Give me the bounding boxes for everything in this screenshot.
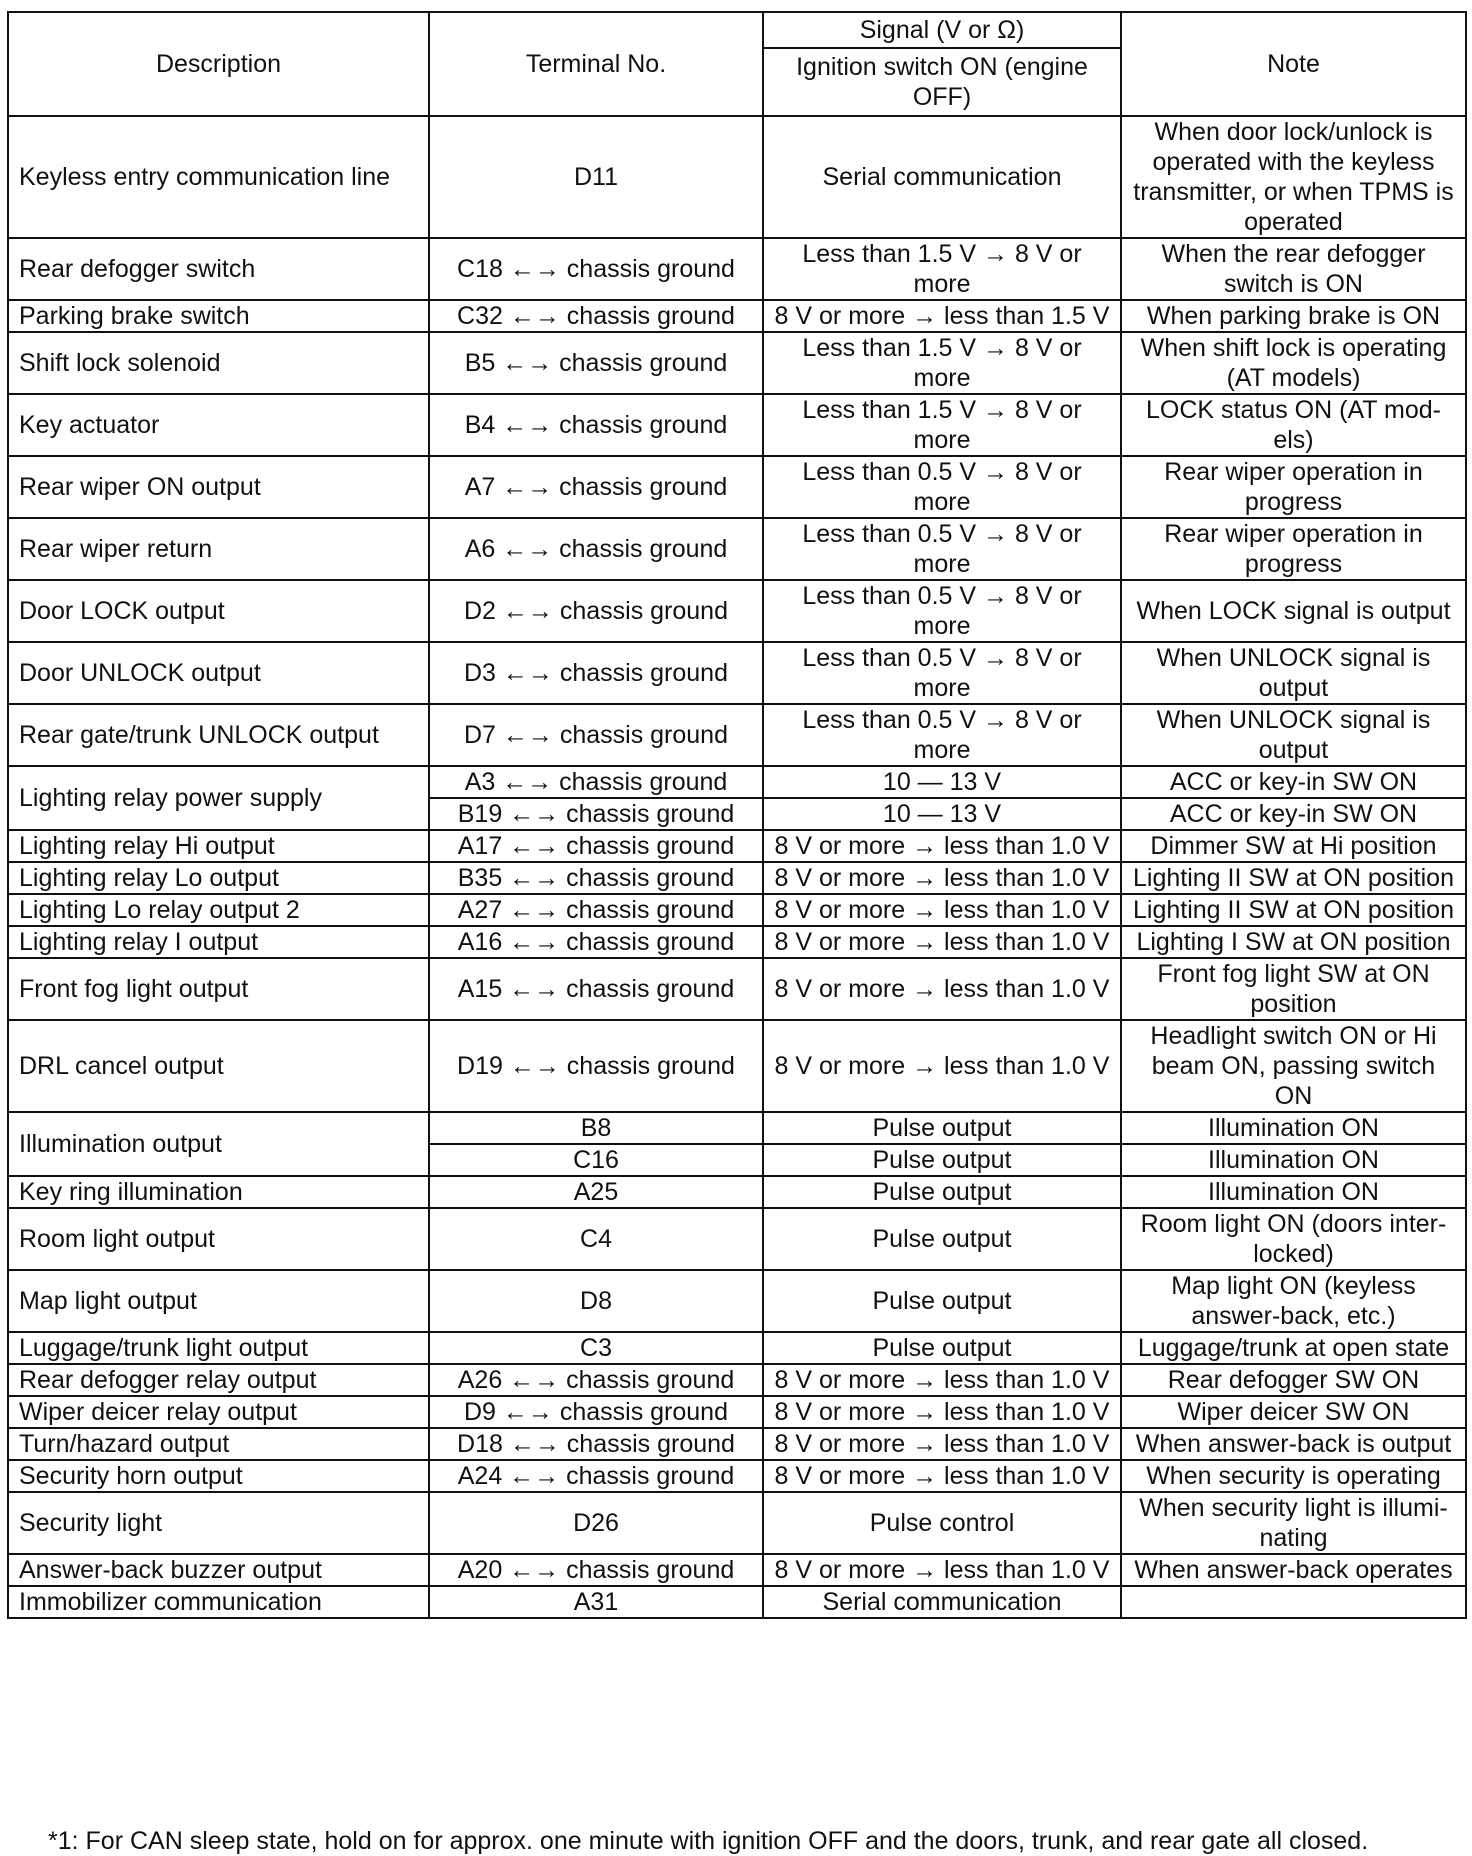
header-note: Note <box>1121 12 1466 116</box>
description-cell: Door UNLOCK output <box>8 642 429 704</box>
terminal-cell: D11 <box>429 116 763 238</box>
signal-cell: Less than 1.5 V → 8 V or more <box>763 238 1121 300</box>
description-cell: Room light output <box>8 1208 429 1270</box>
terminal-cell: A16 ←→ chassis ground <box>429 926 763 958</box>
note-cell: Wiper deicer SW ON <box>1121 1396 1466 1428</box>
terminal-cell: A15 ←→ chassis ground <box>429 958 763 1020</box>
terminal-cell: B8 <box>429 1112 763 1144</box>
description-cell: Immobilizer communication <box>8 1586 429 1618</box>
terminal-cell: A26 ←→ chassis ground <box>429 1364 763 1396</box>
description-cell: Shift lock solenoid <box>8 332 429 394</box>
table-body <box>8 116 1466 1618</box>
table-row <box>8 1396 1466 1428</box>
terminal-cell: D26 <box>429 1492 763 1554</box>
terminal-cell: A31 <box>429 1586 763 1618</box>
description-cell: Lighting relay power supply <box>8 766 429 830</box>
table-row <box>8 1492 1466 1554</box>
note-cell: When security light is illumi-nating <box>1121 1492 1466 1554</box>
table-row <box>8 116 1466 238</box>
signal-cell: Less than 1.5 V → 8 V or more <box>763 332 1121 394</box>
terminal-cell: D19 ←→ chassis ground <box>429 1020 763 1112</box>
terminal-cell: B19 ←→ chassis ground <box>429 798 763 830</box>
table-row <box>8 394 1466 456</box>
note-cell: When parking brake is ON <box>1121 300 1466 332</box>
table-row <box>8 926 1466 958</box>
note-cell: Dimmer SW at Hi position <box>1121 830 1466 862</box>
header-description: Description <box>8 12 429 116</box>
description-cell: Front fog light output <box>8 958 429 1020</box>
description-cell: Rear defogger relay output <box>8 1364 429 1396</box>
signal-cell: 8 V or more → less than 1.5 V <box>763 300 1121 332</box>
description-cell: Answer-back buzzer output <box>8 1554 429 1586</box>
signal-cell: Less than 0.5 V → 8 V or more <box>763 642 1121 704</box>
signal-cell: Pulse output <box>763 1176 1121 1208</box>
terminal-cell: B5 ←→ chassis ground <box>429 332 763 394</box>
terminal-spec-table <box>7 11 1467 1619</box>
note-cell: Room light ON (doors inter-locked) <box>1121 1208 1466 1270</box>
signal-cell: Pulse output <box>763 1144 1121 1176</box>
signal-cell: Pulse output <box>763 1112 1121 1144</box>
footnote: *1: For CAN sleep state, hold on for approx. one minute with ignition OFF and the doors, trunk, and rear gate all closed. <box>48 1827 1369 1855</box>
description-cell: Turn/hazard output <box>8 1428 429 1460</box>
table-row <box>8 580 1466 642</box>
description-cell: Lighting relay Lo output <box>8 862 429 894</box>
description-cell: Map light output <box>8 1270 429 1332</box>
signal-cell: Less than 0.5 V → 8 V or more <box>763 704 1121 766</box>
terminal-cell: A3 ←→ chassis ground <box>429 766 763 798</box>
terminal-cell: D18 ←→ chassis ground <box>429 1428 763 1460</box>
terminal-cell: D7 ←→ chassis ground <box>429 704 763 766</box>
note-cell: When LOCK signal is output <box>1121 580 1466 642</box>
terminal-cell: A7 ←→ chassis ground <box>429 456 763 518</box>
table-row <box>8 1176 1466 1208</box>
signal-cell: Pulse control <box>763 1492 1121 1554</box>
signal-cell: 8 V or more → less than 1.0 V <box>763 1428 1121 1460</box>
terminal-cell: C32 ←→ chassis ground <box>429 300 763 332</box>
signal-cell: 8 V or more → less than 1.0 V <box>763 862 1121 894</box>
description-cell: Security light <box>8 1492 429 1554</box>
signal-cell: Less than 1.5 V → 8 V or more <box>763 394 1121 456</box>
signal-cell: 8 V or more → less than 1.0 V <box>763 830 1121 862</box>
description-cell: Key ring illumination <box>8 1176 429 1208</box>
description-cell: Lighting relay I output <box>8 926 429 958</box>
signal-cell: Less than 0.5 V → 8 V or more <box>763 518 1121 580</box>
signal-cell: Less than 0.5 V → 8 V or more <box>763 456 1121 518</box>
header-signal-sub: Ignition switch ON (engine OFF) <box>763 48 1121 116</box>
terminal-cell: A20 ←→ chassis ground <box>429 1554 763 1586</box>
table-row <box>8 1586 1466 1618</box>
note-cell: Luggage/trunk at open state <box>1121 1332 1466 1364</box>
table-row <box>8 1112 1466 1144</box>
table-row <box>8 238 1466 300</box>
signal-cell: 8 V or more → less than 1.0 V <box>763 926 1121 958</box>
note-cell: When door lock/unlock is operated with the keyless transmitter, or when TPMS is operated <box>1121 116 1466 238</box>
table-row <box>8 1364 1466 1396</box>
terminal-cell: A6 ←→ chassis ground <box>429 518 763 580</box>
table-row <box>8 518 1466 580</box>
terminal-cell: C4 <box>429 1208 763 1270</box>
terminal-cell: C3 <box>429 1332 763 1364</box>
signal-cell: Serial communication <box>763 116 1121 238</box>
signal-cell: 8 V or more → less than 1.0 V <box>763 1020 1121 1112</box>
note-cell: Rear wiper operation in progress <box>1121 518 1466 580</box>
signal-cell: Serial communication <box>763 1586 1121 1618</box>
table-row <box>8 862 1466 894</box>
note-cell: When security is operating <box>1121 1460 1466 1492</box>
terminal-cell: D9 ←→ chassis ground <box>429 1396 763 1428</box>
header-terminal: Terminal No. <box>429 12 763 116</box>
description-cell: Rear wiper ON output <box>8 456 429 518</box>
description-cell: Door LOCK output <box>8 580 429 642</box>
header-signal: Signal (V or Ω) <box>763 12 1121 48</box>
description-cell: Lighting relay Hi output <box>8 830 429 862</box>
note-cell: ACC or key-in SW ON <box>1121 766 1466 798</box>
table-row <box>8 1208 1466 1270</box>
table-row <box>8 332 1466 394</box>
description-cell: Lighting Lo relay output 2 <box>8 894 429 926</box>
note-cell: LOCK status ON (AT mod-els) <box>1121 394 1466 456</box>
signal-cell: 8 V or more → less than 1.0 V <box>763 894 1121 926</box>
terminal-cell: D3 ←→ chassis ground <box>429 642 763 704</box>
description-cell: Illumination output <box>8 1112 429 1176</box>
table-row <box>8 830 1466 862</box>
table-row <box>8 1332 1466 1364</box>
note-cell: Front fog light SW at ON position <box>1121 958 1466 1020</box>
note-cell: When the rear defogger switch is ON <box>1121 238 1466 300</box>
table-row <box>8 894 1466 926</box>
note-cell: ACC or key-in SW ON <box>1121 798 1466 830</box>
signal-cell: 10 — 13 V <box>763 798 1121 830</box>
terminal-cell: A25 <box>429 1176 763 1208</box>
signal-cell: 8 V or more → less than 1.0 V <box>763 958 1121 1020</box>
table-row <box>8 1270 1466 1332</box>
terminal-cell: C18 ←→ chassis ground <box>429 238 763 300</box>
terminal-cell: A24 ←→ chassis ground <box>429 1460 763 1492</box>
description-cell: Rear gate/trunk UNLOCK output <box>8 704 429 766</box>
signal-cell: 8 V or more → less than 1.0 V <box>763 1554 1121 1586</box>
description-cell: Parking brake switch <box>8 300 429 332</box>
description-cell: Security horn output <box>8 1460 429 1492</box>
note-cell: Map light ON (keyless answer-back, etc.) <box>1121 1270 1466 1332</box>
description-cell: Key actuator <box>8 394 429 456</box>
table-row <box>8 1020 1466 1112</box>
note-cell: When answer-back is output <box>1121 1428 1466 1460</box>
terminal-cell: A27 ←→ chassis ground <box>429 894 763 926</box>
table-row <box>8 766 1466 798</box>
table-row <box>8 642 1466 704</box>
note-cell: When answer-back operates <box>1121 1554 1466 1586</box>
description-cell: Luggage/trunk light output <box>8 1332 429 1364</box>
table-row <box>8 1554 1466 1586</box>
description-cell: Rear wiper return <box>8 518 429 580</box>
table-row <box>8 456 1466 518</box>
table-row <box>8 958 1466 1020</box>
signal-cell: 8 V or more → less than 1.0 V <box>763 1364 1121 1396</box>
description-cell: Rear defogger switch <box>8 238 429 300</box>
description-cell: DRL cancel output <box>8 1020 429 1112</box>
terminal-cell: D2 ←→ chassis ground <box>429 580 763 642</box>
description-cell: Keyless entry communication line <box>8 116 429 238</box>
note-cell: Illumination ON <box>1121 1176 1466 1208</box>
signal-cell: 8 V or more → less than 1.0 V <box>763 1460 1121 1492</box>
terminal-cell: D8 <box>429 1270 763 1332</box>
signal-cell: Pulse output <box>763 1332 1121 1364</box>
note-cell: Headlight switch ON or Hi beam ON, passing switch ON <box>1121 1020 1466 1112</box>
signal-cell: Less than 0.5 V → 8 V or more <box>763 580 1121 642</box>
note-cell: Lighting I SW at ON position <box>1121 926 1466 958</box>
table-row <box>8 300 1466 332</box>
note-cell: When UNLOCK signal is output <box>1121 704 1466 766</box>
note-cell: Lighting II SW at ON position <box>1121 862 1466 894</box>
signal-cell: Pulse output <box>763 1270 1121 1332</box>
table-row <box>8 704 1466 766</box>
note-cell: Rear wiper operation in progress <box>1121 456 1466 518</box>
table-row <box>8 1428 1466 1460</box>
terminal-cell: B4 ←→ chassis ground <box>429 394 763 456</box>
terminal-cell: C16 <box>429 1144 763 1176</box>
note-cell: When UNLOCK signal is output <box>1121 642 1466 704</box>
terminal-cell: A17 ←→ chassis ground <box>429 830 763 862</box>
note-cell: Rear defogger SW ON <box>1121 1364 1466 1396</box>
description-cell: Wiper deicer relay output <box>8 1396 429 1428</box>
note-cell: When shift lock is operating (AT models) <box>1121 332 1466 394</box>
note-cell: Illumination ON <box>1121 1112 1466 1144</box>
signal-cell: Pulse output <box>763 1208 1121 1270</box>
signal-cell: 10 — 13 V <box>763 766 1121 798</box>
note-cell: Illumination ON <box>1121 1144 1466 1176</box>
terminal-cell: B35 ←→ chassis ground <box>429 862 763 894</box>
table-row <box>8 1460 1466 1492</box>
note-cell <box>1121 1586 1466 1618</box>
note-cell: Lighting II SW at ON position <box>1121 894 1466 926</box>
signal-cell: 8 V or more → less than 1.0 V <box>763 1396 1121 1428</box>
